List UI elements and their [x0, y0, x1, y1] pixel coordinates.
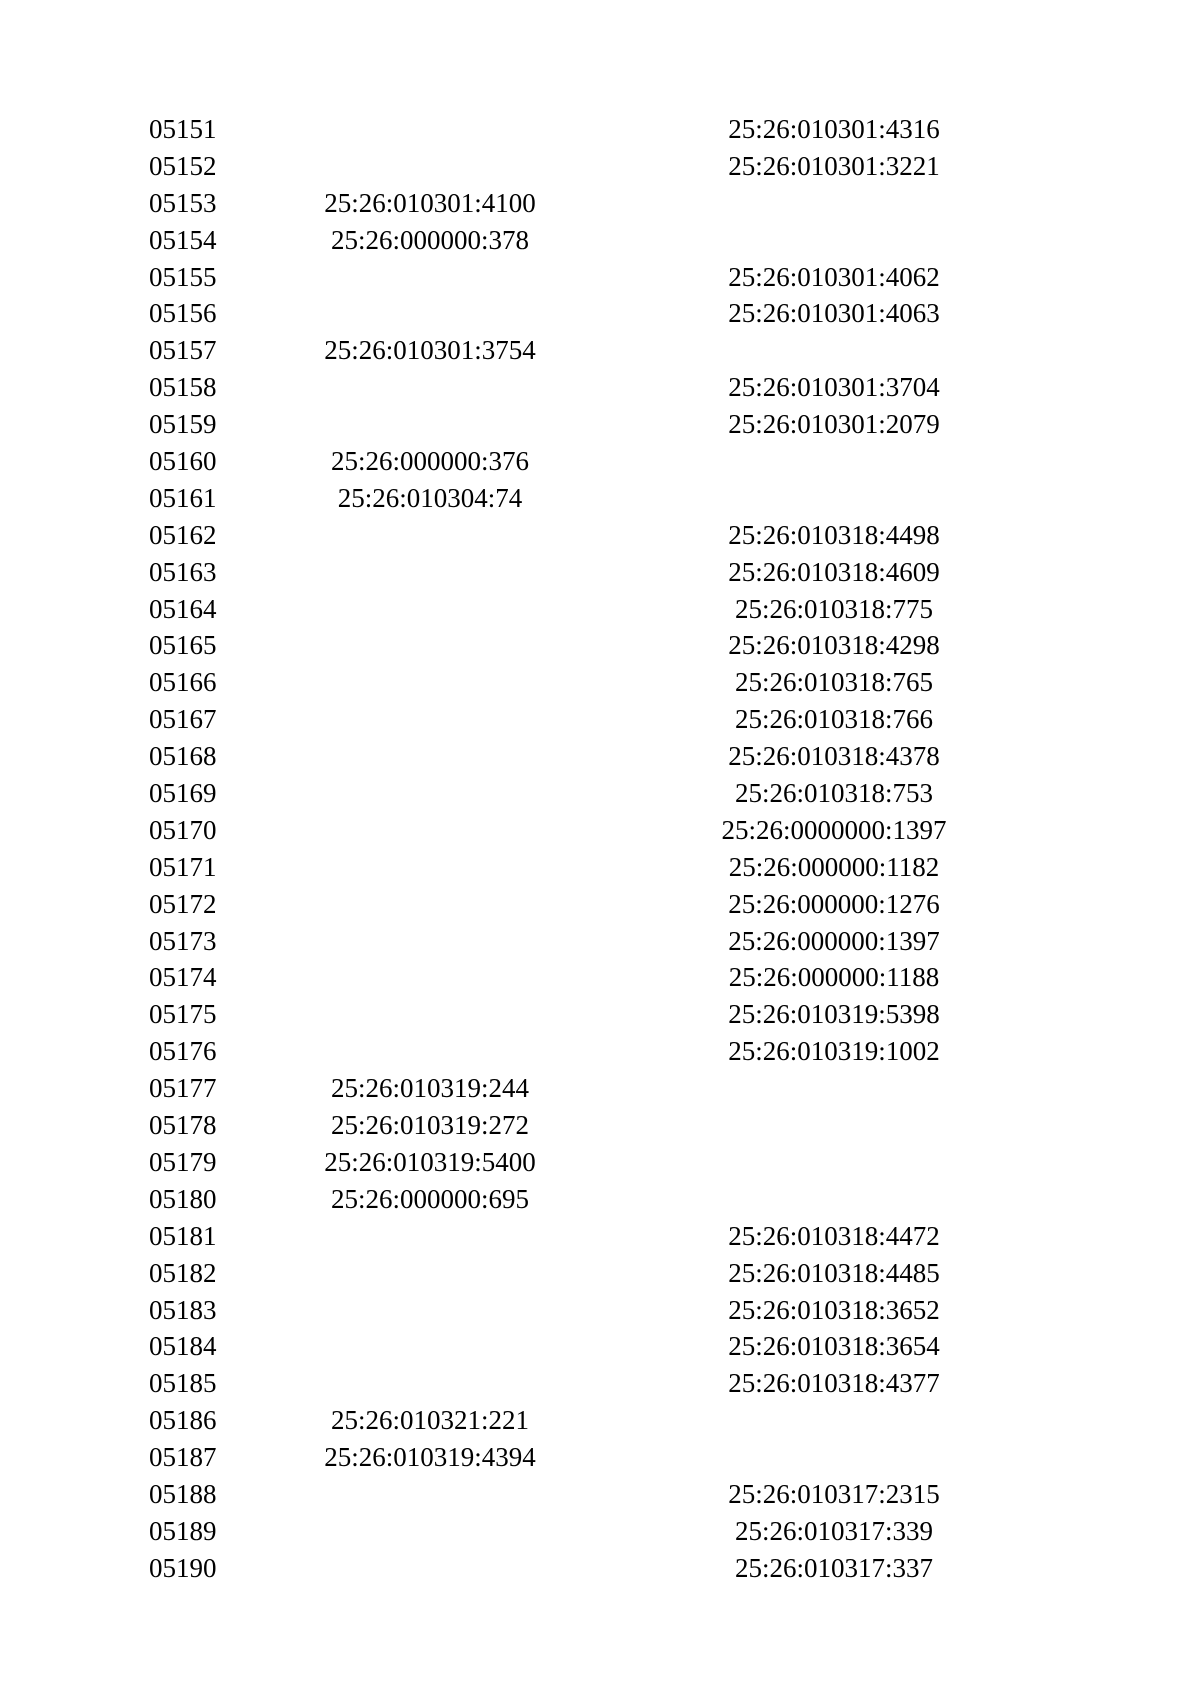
table-row — [0, 996, 1200, 1033]
cadastral-number-col-b: 25:26:010317:337 — [734, 1552, 933, 1583]
row-number: 05167 — [149, 704, 217, 735]
row-number: 05176 — [149, 1036, 217, 1067]
row-number: 05175 — [149, 999, 217, 1030]
table-row — [0, 775, 1200, 812]
cadastral-number-col-b: 25:26:010318:4378 — [728, 741, 940, 772]
cadastral-number-col-b: 25:26:010317:2315 — [728, 1478, 940, 1509]
row-number: 05159 — [149, 409, 217, 440]
row-number: 05156 — [149, 298, 217, 329]
cadastral-number-col-b: 25:26:010318:4377 — [728, 1368, 940, 1399]
table-row — [0, 148, 1200, 185]
cadastral-number-col-a: 25:26:000000:376 — [330, 446, 529, 477]
cadastral-number-col-b: 25:26:010318:753 — [734, 778, 933, 809]
table-row — [0, 1218, 1200, 1255]
row-number: 05188 — [149, 1478, 217, 1509]
row-number: 05151 — [149, 114, 217, 144]
table-row — [0, 812, 1200, 849]
row-number: 05187 — [149, 1442, 217, 1473]
cadastral-number-col-b: 25:26:010318:4609 — [728, 556, 940, 587]
row-number: 05157 — [149, 335, 217, 366]
table-row — [0, 1255, 1200, 1292]
cadastral-number-col-b: 25:26:010319:5398 — [728, 999, 940, 1030]
row-number: 05168 — [149, 741, 217, 772]
table-row — [0, 923, 1200, 960]
cadastral-number-col-a: 25:26:010319:272 — [330, 1110, 529, 1141]
row-number: 05163 — [149, 556, 217, 587]
cadastral-number-col-b: 25:26:010318:4485 — [728, 1257, 940, 1288]
cadastral-number-col-a: 25:26:010319:4394 — [324, 1442, 536, 1473]
cadastral-number-col-b: 25:26:000000:1188 — [728, 962, 940, 993]
table-row — [0, 1292, 1200, 1329]
cadastral-number-col-a: 25:26:010319:244 — [330, 1073, 529, 1104]
table-row — [0, 369, 1200, 406]
table-row — [0, 1402, 1200, 1439]
table-row — [0, 1476, 1200, 1513]
row-number: 05169 — [149, 778, 217, 809]
row-number: 05182 — [149, 1257, 217, 1288]
cadastral-number-col-a: 25:26:010319:5400 — [324, 1146, 536, 1177]
cadastral-number-col-b: 25:26:010301:3221 — [728, 150, 940, 181]
table-row — [0, 1070, 1200, 1107]
table-row — [0, 849, 1200, 886]
row-number: 05160 — [149, 446, 217, 477]
cadastral-number-col-b: 25:26:010318:4298 — [728, 630, 940, 661]
table-row — [0, 738, 1200, 775]
table-row — [0, 259, 1200, 296]
cadastral-number-col-b: 25:26:010301:4316 — [728, 114, 940, 144]
table-row — [0, 222, 1200, 259]
row-number: 05179 — [149, 1146, 217, 1177]
table-row — [0, 1144, 1200, 1181]
table-row — [0, 480, 1200, 517]
row-number: 05190 — [149, 1552, 217, 1583]
row-number: 05180 — [149, 1183, 217, 1214]
cadastral-number-col-a: 25:26:000000:378 — [330, 224, 529, 255]
cadastral-number-col-a: 25:26:000000:695 — [330, 1183, 529, 1214]
cadastral-number-col-b: 25:26:010301:3704 — [728, 372, 940, 403]
row-number: 05177 — [149, 1073, 217, 1104]
cadastral-number-col-b: 25:26:010317:339 — [734, 1515, 933, 1546]
cadastral-number-col-b: 25:26:010301:4063 — [728, 298, 940, 329]
table-row — [0, 185, 1200, 222]
cadastral-number-col-b: 25:26:010318:3652 — [728, 1294, 940, 1325]
row-number: 05158 — [149, 372, 217, 403]
row-number: 05172 — [149, 888, 217, 919]
row-number: 05181 — [149, 1220, 217, 1251]
cadastral-number-col-a: 25:26:010301:3754 — [324, 335, 536, 366]
row-number: 05165 — [149, 630, 217, 661]
table-row — [0, 1365, 1200, 1402]
table-row — [0, 443, 1200, 480]
row-number: 05189 — [149, 1515, 217, 1546]
row-number: 05153 — [149, 187, 217, 218]
table-row — [0, 406, 1200, 443]
row-number: 05174 — [149, 962, 217, 993]
table-row — [0, 332, 1200, 369]
table-row — [0, 517, 1200, 554]
table-row — [0, 1439, 1200, 1476]
row-number: 05170 — [149, 814, 217, 845]
row-number: 05184 — [149, 1331, 217, 1362]
cadastral-number-col-b: 25:26:010318:775 — [734, 593, 933, 624]
cadastral-number-col-a: 25:26:010301:4100 — [324, 187, 536, 218]
cadastral-number-col-b: 25:26:010301:4062 — [728, 261, 940, 292]
cadastral-number-col-b: 25:26:010319:1002 — [728, 1036, 940, 1067]
row-number: 05155 — [149, 261, 217, 292]
row-number: 05164 — [149, 593, 217, 624]
table-row — [0, 627, 1200, 664]
cadastral-number-col-b: 25:26:000000:1397 — [728, 925, 940, 956]
row-number: 05166 — [149, 667, 217, 698]
cadastral-number-col-b: 25:26:010318:3654 — [728, 1331, 940, 1362]
row-number: 05162 — [149, 519, 217, 550]
table-row — [0, 295, 1200, 332]
cadastral-number-col-a: 25:26:010321:221 — [330, 1405, 529, 1436]
row-number: 05152 — [149, 150, 217, 181]
table-row — [0, 554, 1200, 591]
table-row — [0, 1107, 1200, 1144]
cadastral-number-col-b: 25:26:000000:1182 — [728, 851, 940, 882]
cadastral-number-table — [0, 111, 1200, 1587]
row-number: 05154 — [149, 224, 217, 255]
row-number: 05186 — [149, 1405, 217, 1436]
table-row — [0, 1513, 1200, 1550]
row-number: 05173 — [149, 925, 217, 956]
table-row — [0, 1328, 1200, 1365]
table-row — [0, 701, 1200, 738]
cadastral-number-col-b: 25:26:000000:1276 — [728, 888, 940, 919]
table-row — [0, 591, 1200, 628]
table-row — [0, 1181, 1200, 1218]
row-number: 05178 — [149, 1110, 217, 1141]
cadastral-number-col-a: 25:26:010304:74 — [337, 482, 523, 513]
table-row — [0, 664, 1200, 701]
table-row — [0, 1033, 1200, 1070]
table-row — [0, 886, 1200, 923]
table-row — [0, 959, 1200, 996]
cadastral-number-col-b: 25:26:010318:766 — [734, 704, 933, 735]
row-number: 05183 — [149, 1294, 217, 1325]
cadastral-number-col-b: 25:26:010318:4472 — [728, 1220, 940, 1251]
row-number: 05161 — [149, 482, 217, 513]
cadastral-number-col-b: 25:26:010318:4498 — [728, 519, 940, 550]
table-row — [0, 1550, 1200, 1587]
cadastral-number-col-b: 25:26:010318:765 — [734, 667, 933, 698]
row-number: 05171 — [149, 851, 217, 882]
table-row — [0, 111, 1200, 148]
cadastral-number-col-b: 25:26:0000000:1397 — [721, 814, 947, 845]
row-number: 05185 — [149, 1368, 217, 1399]
cadastral-number-col-b: 25:26:010301:2079 — [728, 409, 940, 440]
